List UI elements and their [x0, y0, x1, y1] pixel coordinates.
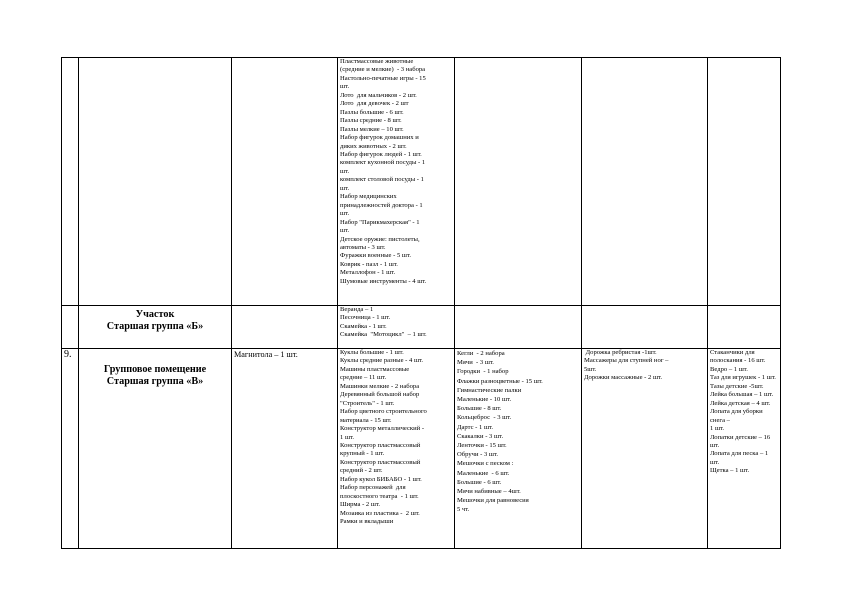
list-item: Лейка детская – 4 шт. — [710, 399, 771, 407]
list-item: Куклы большие - 1 шт. — [340, 349, 404, 356]
list-item: шт. — [340, 210, 350, 218]
list-item: Кольцеброс - 3 шт. — [457, 414, 512, 422]
group-title: Старшая группа «В» — [106, 376, 204, 387]
list-item: Набор медицинских — [340, 193, 397, 201]
room-cell — [79, 306, 232, 349]
list-item: Дорожка ребристая -1шт. — [584, 349, 657, 356]
list-item: Мешочки с песком : — [457, 460, 514, 468]
health-cell — [582, 58, 708, 306]
list-item: Мячи набивные – 4шт. — [457, 488, 521, 496]
list-item: Щетка – 1 шт. — [710, 467, 750, 475]
room-title: Групповое помещение — [103, 364, 207, 375]
toys-cell — [338, 58, 455, 306]
list-item: автоматы - 3 шт. — [340, 243, 386, 251]
list-item: 5 чт. — [457, 506, 470, 514]
list-item: Пластмассовые животные — [340, 58, 414, 65]
list-item: Детское оружие: пистолеты, — [340, 235, 420, 243]
household-cell — [708, 58, 781, 306]
list-item: принадлежностей доктора - 1 — [340, 201, 423, 209]
health-cell — [582, 306, 708, 349]
list-item: Машины пластмассовые — [340, 365, 410, 373]
list-item: Лопата для песка – 1 шт. — [710, 450, 770, 466]
list-item: комплект кухонной посуды - 1 — [340, 159, 426, 167]
household-cell — [708, 306, 781, 349]
room-title: Участок — [135, 309, 175, 320]
list-item: Веранда – 1 — [340, 306, 374, 313]
room-cell — [79, 58, 232, 306]
group-title: Старшая группа «Б» — [106, 321, 204, 332]
row-number-cell — [62, 58, 79, 306]
list-item: Лото для мальчиков - 2 шт. — [340, 91, 417, 99]
list-item: Скамейка - 1 шт. — [340, 322, 387, 330]
list-item: Массажеры для ступней ног – — [584, 357, 669, 365]
list-item: Конструктор пластмассовый — [340, 458, 421, 466]
list-item: Металлофон - 1 шт. — [340, 269, 396, 277]
row-number-cell — [62, 306, 79, 349]
list-item: Ширма - 2 шт. — [340, 501, 380, 509]
list-item: Маленькие - 6 шт. — [457, 469, 510, 477]
list-item: Пазлы мелкие – 10 шт. — [340, 125, 404, 133]
list-item: Шумовые инструменты - 4 шт. — [340, 277, 427, 285]
list-item: Набор персонажей для — [340, 484, 406, 492]
list-item: Коврик - пазл - 1 шт. — [340, 260, 398, 268]
list-item: (средние и мелкие) - 3 набора — [340, 66, 426, 74]
list-item: "Строитель" - 1 шт. — [340, 399, 395, 407]
equipment-cell — [232, 306, 338, 349]
list-item: 1 шт. — [340, 433, 355, 441]
equipment-cell: Магнитола – 1 шт. — [232, 349, 338, 549]
list-item: Деревянный большой набор — [340, 391, 420, 399]
list-item: средние – 11 шт. — [340, 374, 387, 382]
list-item: Маленькие - 10 шт. — [457, 396, 512, 404]
list-item: полоскания - 16 шт. — [710, 357, 766, 365]
list-item: Конструктор пластмассовый — [340, 441, 421, 449]
list-item: Дартс - 1 шт. — [457, 423, 494, 431]
list-item: Тазы детские -5шт. — [710, 382, 764, 390]
list-item: Набор фигурок домашних и — [340, 134, 419, 142]
list-item: Городки - 1 набор — [457, 368, 509, 376]
list-item: Мячи - 3 шт. — [457, 359, 494, 367]
list-item: Ленточки - 15 шт. — [457, 442, 507, 450]
table-row — [62, 306, 781, 349]
list-item: Большие - 8 шт. — [457, 405, 502, 413]
list-item: Ведро – 1 шт. — [710, 365, 748, 373]
sport-cell — [455, 349, 582, 549]
list-item: Набор фигурок людей - 1 шт. — [340, 150, 422, 158]
list-item: Лопата для уборки снега – — [710, 408, 765, 424]
list-item: Пазлы большие - 6 шт. — [340, 108, 404, 116]
list-item: Пазлы средние - 8 шт. — [340, 117, 402, 125]
list-item: диких животных - 2 шт. — [340, 142, 407, 150]
list-item: Стаканчики для — [710, 349, 755, 356]
list-item: 5шт. — [584, 365, 597, 373]
list-item: Дорожки массажные - 2 шт. — [584, 374, 663, 382]
toys-cell — [338, 349, 455, 549]
sport-cell — [455, 306, 582, 349]
list-item: шт. — [340, 227, 350, 235]
toys-cell — [338, 306, 455, 349]
health-cell — [582, 349, 708, 549]
list-item: Таз для игрушек - 1 шт. — [710, 374, 776, 382]
list-item: Мозаика из пластика - 2 шт. — [340, 509, 420, 517]
list-item: материала - 15 шт. — [340, 416, 392, 424]
list-item: плоскостного театра - 1 шт. — [340, 492, 419, 500]
list-item: Скамейка "Мотоцикл" – 1 шт. — [340, 331, 427, 339]
list-item: Набор цветного строительного — [340, 408, 427, 416]
list-item: Песочница - 1 шт. — [340, 314, 391, 322]
list-item: крупный - 1 шт. — [340, 450, 385, 458]
room-cell — [79, 349, 232, 549]
inventory-table — [61, 57, 781, 549]
list-item: Лото для девочек - 2 шт — [340, 100, 409, 108]
table-row — [62, 349, 781, 549]
household-cell — [708, 349, 781, 549]
list-item: Скакалки - 3 шт. — [457, 432, 504, 440]
equipment-cell — [232, 58, 338, 306]
list-item: Фуражки военные - 5 шт. — [340, 252, 412, 260]
list-item: Куклы средние разные - 4 шт. — [340, 357, 424, 365]
list-item: комплект столовой посуды - 1 — [340, 176, 424, 184]
list-item: Лопатки детские – 16 шт. — [710, 433, 772, 449]
list-item: Настольно-печатные игры - 15 — [340, 74, 426, 82]
list-item: Гимнастические палки — [457, 386, 522, 394]
list-item: средний - 2 шт. — [340, 467, 383, 475]
list-item: Флажки разноцветные - 15 шт. — [457, 377, 543, 385]
list-item: Машинки мелкие - 2 набора — [340, 382, 420, 390]
list-item: Набор кукол БИБАБО - 1 шт. — [340, 475, 422, 483]
list-item: шт. — [340, 167, 350, 175]
list-item: Рамки и вкладыши — [340, 518, 394, 526]
list-item: шт. — [340, 83, 350, 91]
list-item: Конструктор металлический - — [340, 425, 425, 433]
list-item: Набор "Парикмахерская" - 1 — [340, 218, 420, 226]
list-item: Обручи - 3 шт. — [457, 451, 499, 459]
list-item: Мешочки для равновесия — [457, 497, 529, 505]
list-item: Лейка большая – 1 шт. — [710, 391, 774, 399]
list-item: Кегли - 2 набора — [457, 350, 505, 357]
list-item: шт. — [340, 184, 350, 192]
sport-cell — [455, 58, 582, 306]
row-number-cell: 9. — [62, 349, 79, 549]
table-row — [62, 58, 781, 306]
list-item: 1 шт. — [710, 425, 725, 433]
list-item: Большие - 6 шт. — [457, 478, 502, 486]
